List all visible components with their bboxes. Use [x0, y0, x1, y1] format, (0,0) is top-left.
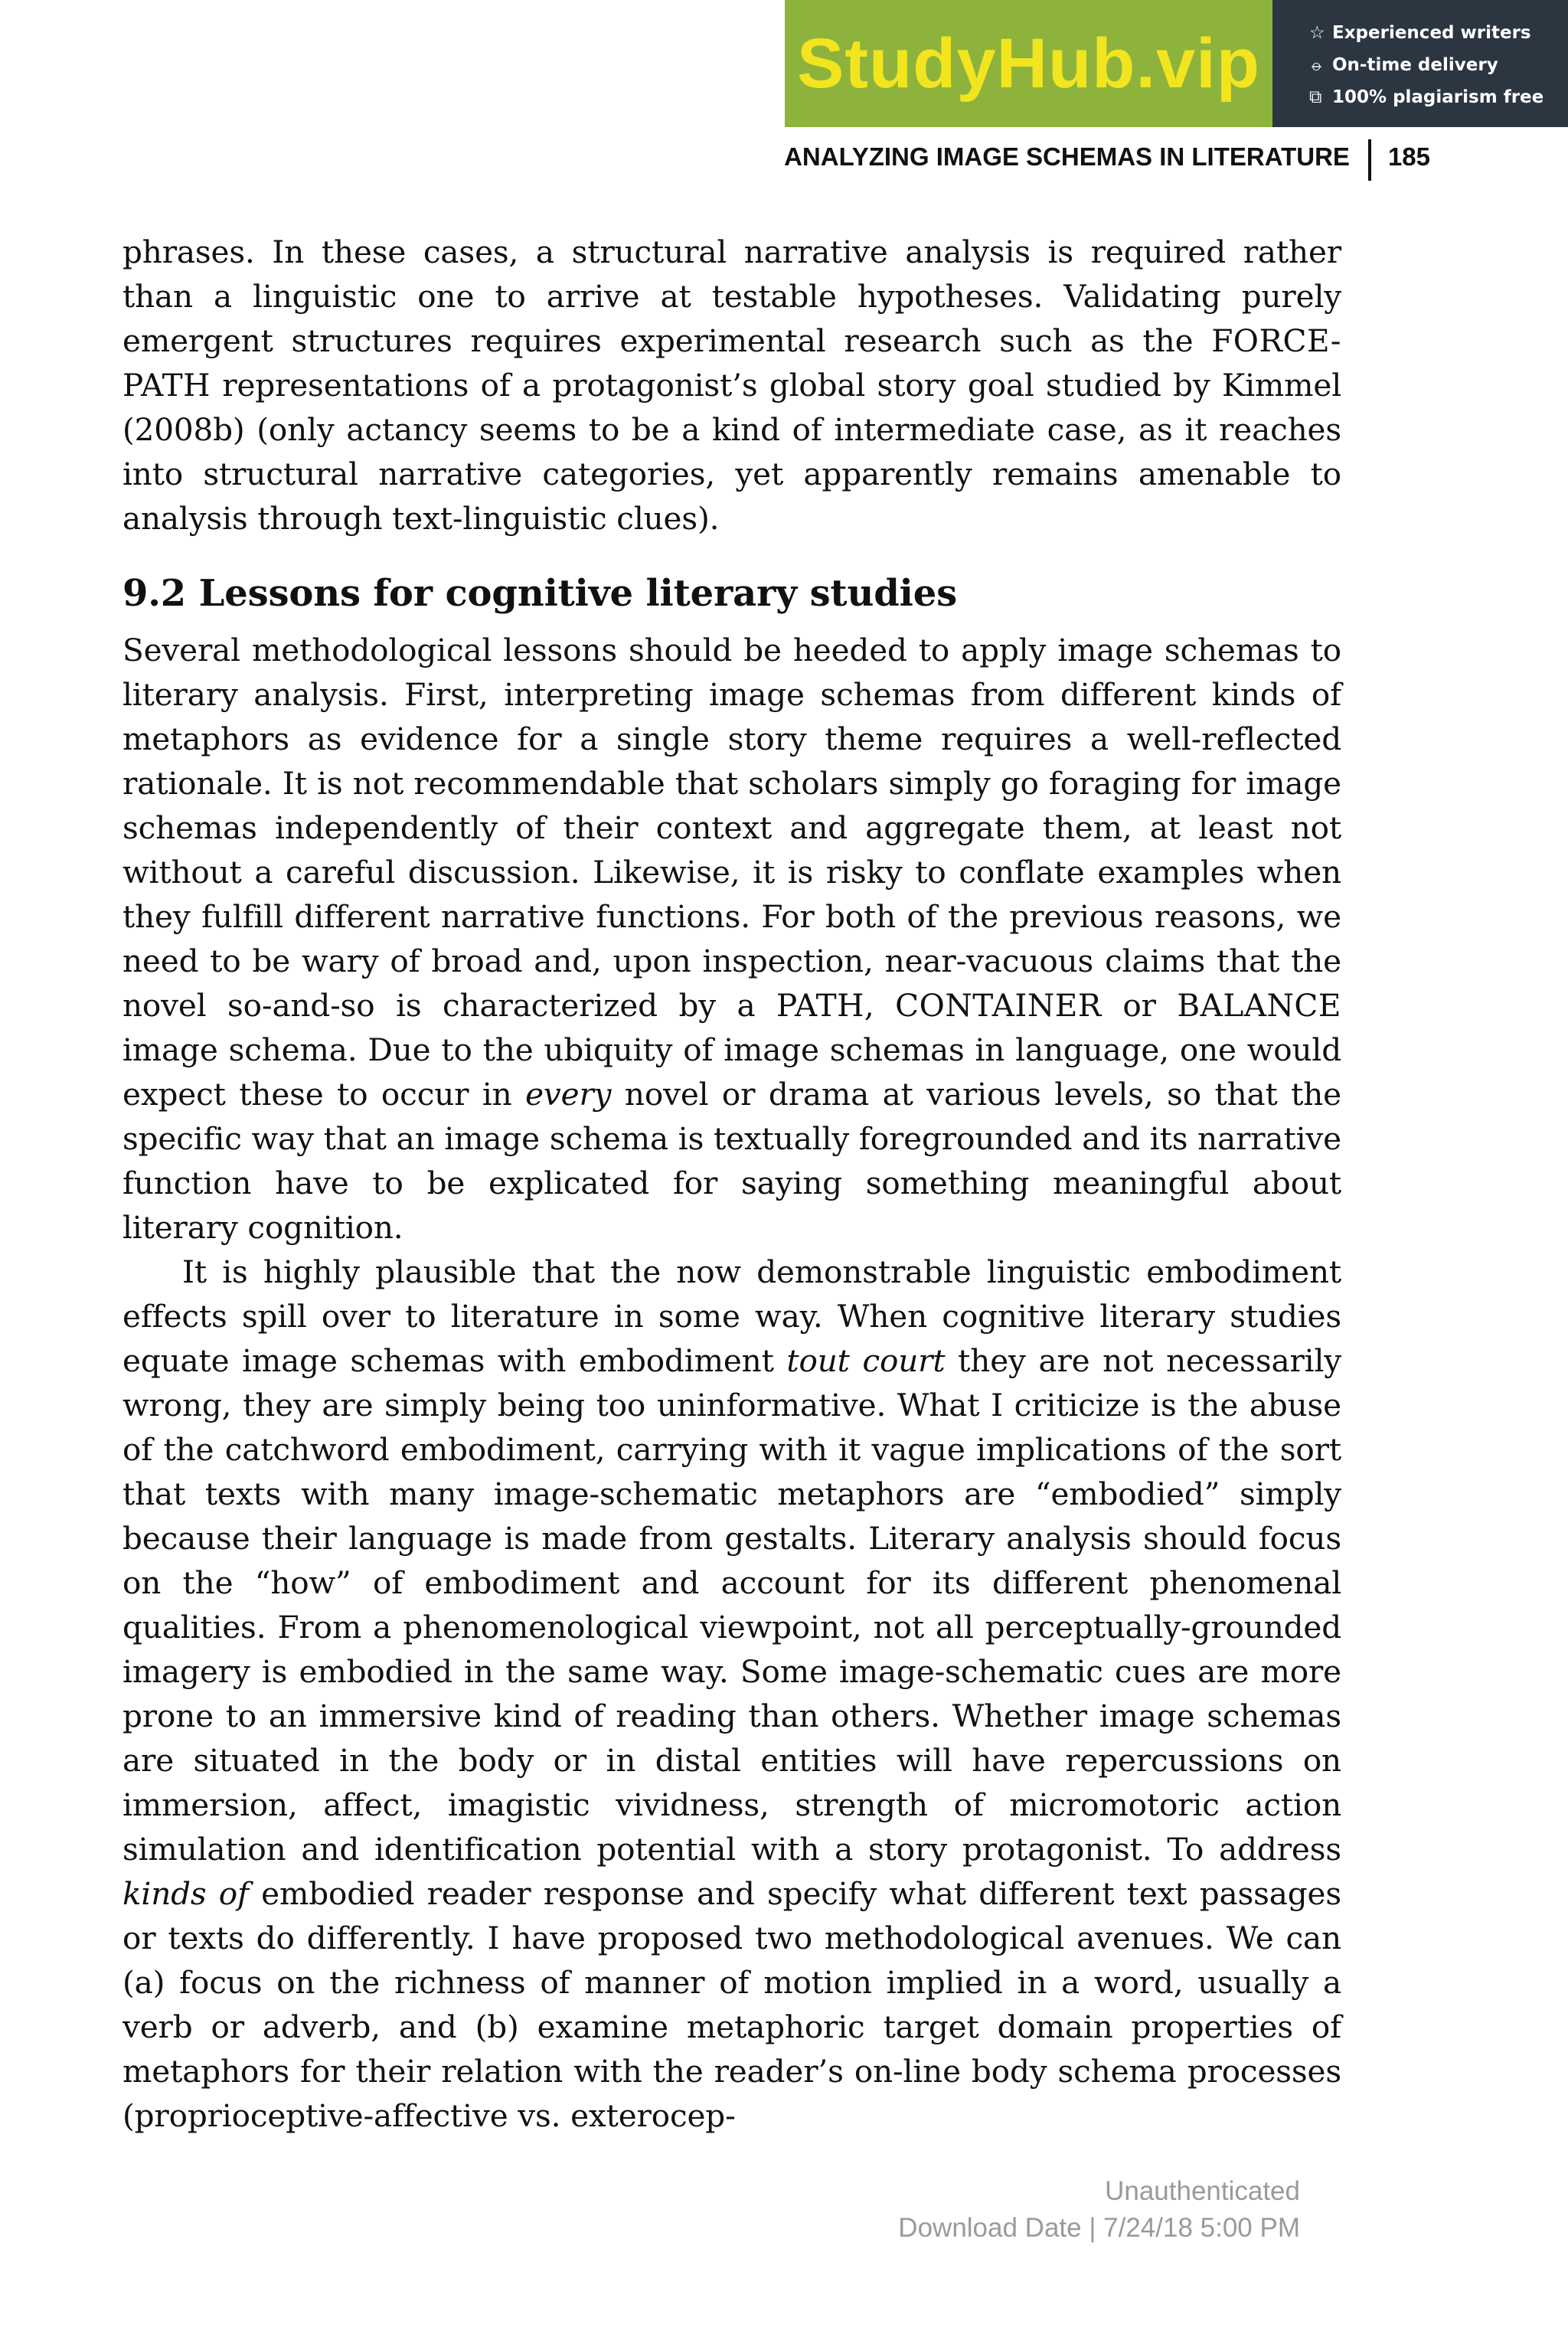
clock-icon: ⦵: [1309, 55, 1325, 75]
running-head: [784, 135, 1430, 179]
feature-on-time-delivery: [1309, 49, 1568, 81]
paragraph-lessons: [122, 628, 1341, 1250]
running-head-divider: [1368, 139, 1371, 181]
small-caps-term: FORCE-PATH: [122, 322, 1341, 404]
page-number: 185: [1387, 142, 1430, 171]
text-run: ,: [864, 987, 896, 1024]
feature-label: Experienced writers: [1332, 23, 1531, 43]
feature-experienced-writers: [1309, 17, 1568, 49]
text-run: Several methodological lessons should be heeded to apply image schemas to literary analysis. First, interpreting image schemas from different kinds of metaphors as evidence for a single story theme requires a well-reflected rationale. It is not recommendable that scholars simply go foraging for image schemas independently of their context and aggregate them, at least not without a careful discussion. Likewise, it is risky to conflate examples when they fulfill different narrative functions. For both of the previous reasons, we need to be wary of broad and, upon inspection, near-vacuous claims that the novel so-and-so is characterized by a: [122, 632, 1341, 1024]
italic-term: tout court: [786, 1342, 946, 1379]
studyhub-banner: [785, 0, 1568, 127]
text-run: representations of a protagonist’s global story goal studied by Kimmel (2008b) (only actancy seems to be a kind of intermediate case, as it reaches into structural narrative categories, yet apparently remains amenable to analysis through text-linguistic clues).: [122, 367, 1341, 537]
star-icon: ☆: [1309, 23, 1325, 43]
text-run: novel or drama at various levels, so that the specific way that an image schema is textually foregrounded and its narrative function have to be explicated for saying something meaningful about literary cognition.: [122, 1076, 1341, 1246]
text-run: image schema. Due to the ubiquity of image schemas in language, one would expect these to occur in: [122, 1031, 1341, 1113]
small-caps-term: BALANCE: [1177, 987, 1341, 1024]
feature-label: 100% plagiarism free: [1332, 87, 1544, 107]
text-run: embodied reader response and specify what different text passages or texts do differently. I have proposed two methodological avenues. We can (a) focus on the richness of manner of motion implied in a word, usually a verb or adverb, and (b) examine metaphoric target domain properties of metaphors for their relation with the reader’s on-line body schema processes (proprioceptive-affective vs. exterocep-: [122, 1875, 1341, 2134]
feature-plagiarism-free: [1309, 81, 1568, 113]
paragraph-continued: [122, 230, 1341, 541]
feature-label: On-time delivery: [1332, 55, 1498, 75]
download-watermark: [898, 2173, 1300, 2247]
small-caps-term: CONTAINER: [895, 987, 1102, 1024]
section-heading: 9.2 Lessons for cognitive literary studies: [122, 572, 957, 615]
watermark-line-1: Unauthenticated: [1105, 2176, 1300, 2206]
text-run: It is highly plausible that the now demonstrable linguistic embodiment effects spill over to literature in some way. When cognitive literary studies equate image schemas with embodiment: [122, 1253, 1341, 1379]
paragraph-embodiment: [122, 1250, 1341, 2138]
italic-term: kinds of: [122, 1875, 249, 1912]
italic-term: every: [525, 1076, 612, 1113]
text-run: they are not necessarily wrong, they are simply being too uninformative. What I criticize is the abuse of the catchword embodiment, carrying with it vague implications of the sort that texts with many image-schematic metaphors are “embodied” simply because their language is made from gestalts. Literary analysis should focus on the “how” of embodiment and account for its different phenomenal qualities. From a phenomenological viewpoint, not all perceptually-grounded imagery is embodied in the same way. Some image-schematic cues are more prone to an immersive kind of reading than others. Whether image schemas are situated in the body or in distal entities will have repercussions on immersion, affect, imagistic vividness, strength of micromotoric action simulation and identification potential with a story protagonist. To address: [122, 1342, 1341, 1868]
page-body: [122, 230, 1341, 2138]
watermark-line-2: Download Date | 7/24/18 5:00 PM: [898, 2213, 1300, 2243]
banner-features: [1272, 0, 1568, 127]
copy-icon: ⧉: [1309, 87, 1322, 107]
running-head-title: ANALYZING IMAGE SCHEMAS IN LITERATURE: [784, 142, 1350, 171]
text-run: phrases. In these cases, a structural narrative analysis is required rather than a linguistic one to arrive at testable hypotheses. Validating purely emergent structures requires experimental research such as the: [122, 234, 1341, 359]
studyhub-logo: StudyHub.vip: [785, 0, 1272, 127]
text-run: or: [1101, 987, 1178, 1024]
small-caps-term: PATH: [776, 987, 864, 1024]
